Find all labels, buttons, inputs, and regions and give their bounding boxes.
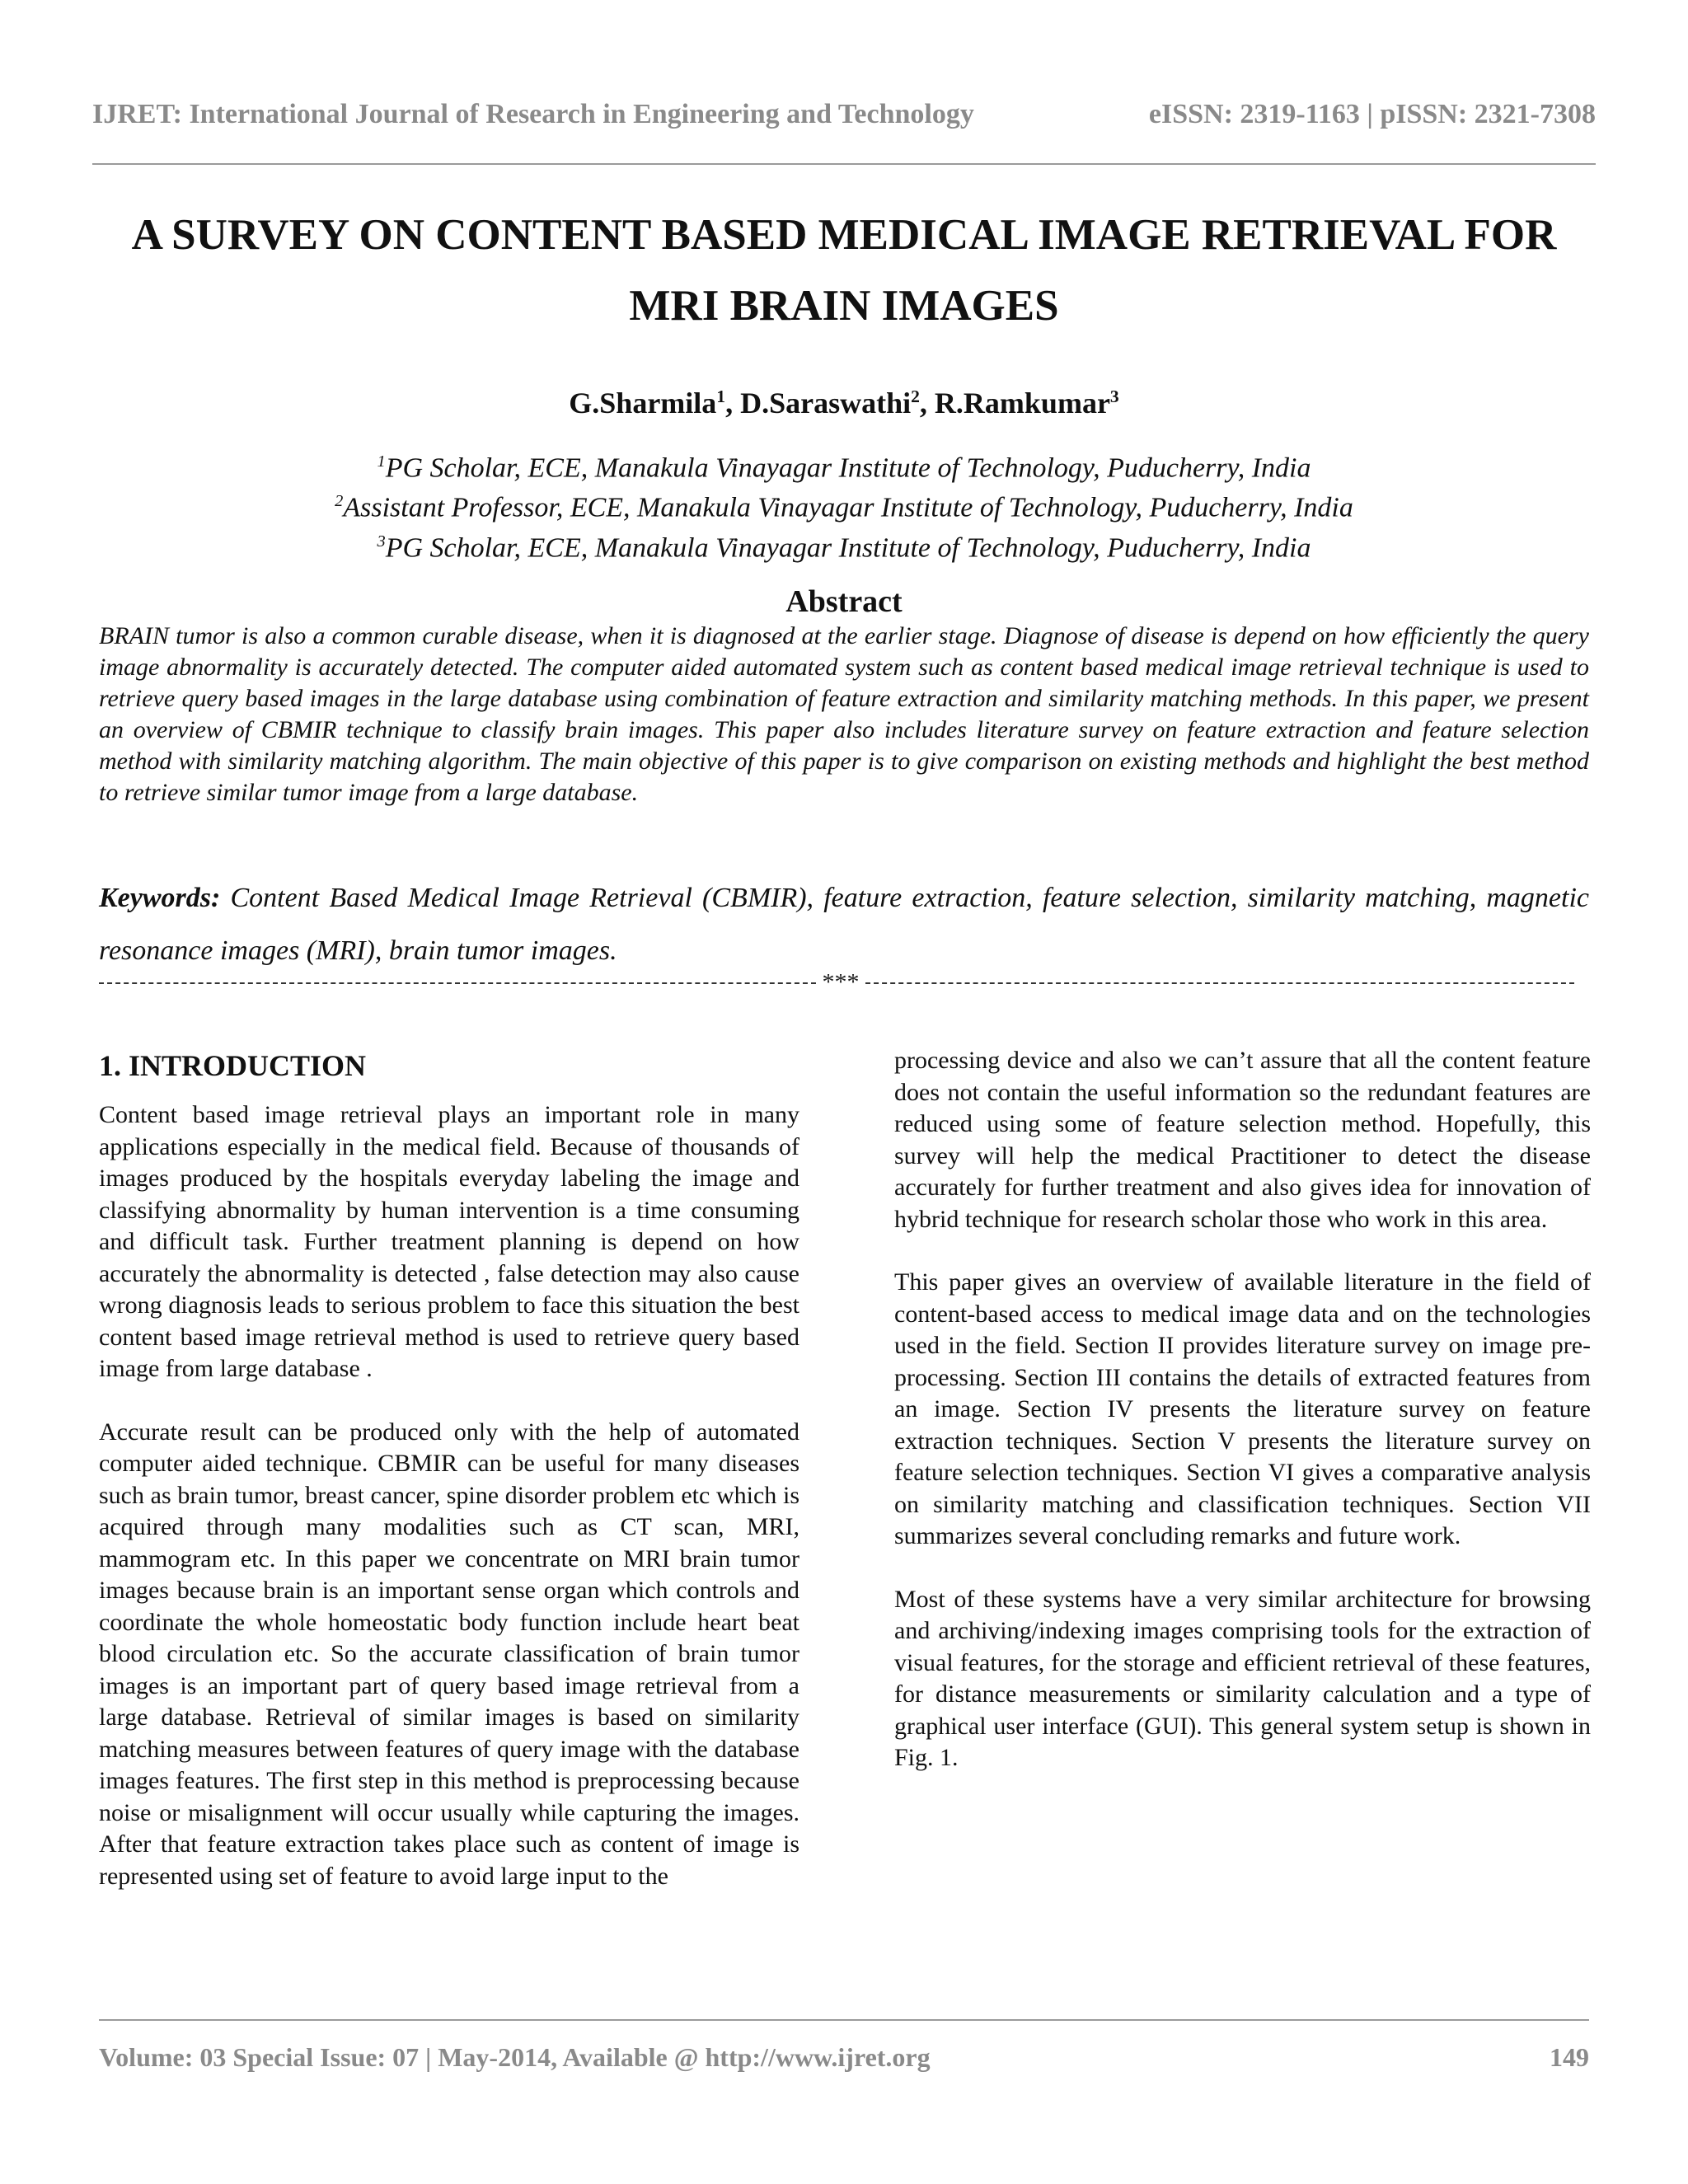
affiliation: [0, 525, 1688, 565]
keywords-label: Keywords:: [99, 883, 221, 913]
abstract-heading: Abstract: [785, 584, 903, 619]
keywords: [99, 872, 1589, 977]
volume-info: Volume: 03 Special Issue: 07 | May-2014, Available @ http://www.ijret.org: [99, 2042, 931, 2072]
title-line-2: MRI BRAIN IMAGES: [629, 282, 1059, 330]
page-number: 149: [1550, 2042, 1589, 2072]
body-paragraph: Most of these systems have a very similar architecture for browsing and archiving/indexing images comprising tools for the extraction of visual features, for the storage and efficient retrieval of these features, for distance measurements or similarity calculation and a type of graphical user interface (GUI). This general system setup is shown in Fig. 1.: [894, 1585, 1591, 1771]
running-footer: [99, 2042, 1589, 2083]
affiliation-sup: 1: [377, 452, 386, 471]
affiliation-text: PG Scholar, ECE, Manakula Vinayagar Institute of Technology, Puducherry, India: [385, 532, 1311, 563]
title-line-1: A SURVEY ON CONTENT BASED MEDICAL IMAGE RETRIEVAL FOR: [131, 211, 1557, 259]
journal-name: IJRET: International Journal of Research in Engineering and Technology: [92, 99, 974, 129]
left-column: [99, 1045, 799, 1924]
divider-dash-right: [865, 982, 1574, 984]
author-sup: 3: [1109, 387, 1119, 406]
author-sep: ,: [919, 387, 935, 419]
body-paragraph: processing device and also we can’t assure that all the content feature does not contain the useful information so the redundant features are reduced using some of feature selection method. Hopefully, this survey will help the medical Practitioner to detect the disease accurately for further treatment and also gives idea for innovation of hybrid technique for research scholar those who work in this area.: [894, 1047, 1591, 1233]
affiliation-text: Assistant Professor, ECE, Manakula Vinayagar Institute of Technology, Puducherry, India: [343, 492, 1353, 523]
keywords-text: Content Based Medical Image Retrieval (CBMIR), feature extraction, feature selection, similarity matching, magnetic resonance images (MRI), brain tumor images.: [99, 883, 1589, 966]
running-header: [92, 99, 1596, 140]
affiliation-text: PG Scholar, ECE, Manakula Vinayagar Institute of Technology, Puducherry, India: [385, 452, 1311, 484]
author-sup: 1: [716, 387, 726, 406]
affiliation-sup: 2: [335, 492, 344, 511]
body-paragraph: Accurate result can be produced only with the help of automated computer aided technique. CBMIR can be useful for many diseases such as brain tumor, breast cancer, spine disorder problem etc which is acquired through many modalities such as CT scan, MRI, mammogram etc. In this paper we concentrate on MRI brain tumor images because brain is an important sense organ which controls and coordinate the whole homeostatic body function include heart beat blood circulation etc. So the accurate classification of brain tumor images is an important part of query based image retrieval from a large database. Retrieval of similar images is based on similarity matching measures between features of query image with the database images features. The first step in this method is preprocessing because noise or misalignment will occur usually while capturing the images. After that feature extraction takes place such as content of image is represented using set of feature to avoid large input to the: [99, 1418, 799, 1890]
author-sep: ,: [725, 387, 741, 419]
affiliation-sup: 3: [377, 532, 386, 551]
section-divider: [99, 974, 1574, 991]
divider-stars: ***: [822, 974, 860, 991]
divider-dash-left: [99, 982, 816, 984]
issn-numbers: eISSN: 2319-1163 | pISSN: 2321-7308: [1148, 99, 1596, 129]
affiliation-list: [0, 445, 1688, 565]
affiliation: [0, 485, 1688, 524]
author-name: D.Saraswathi: [740, 387, 912, 419]
author-name: R.Ramkumar: [934, 387, 1110, 419]
affiliation: [0, 445, 1688, 485]
right-column: [894, 1045, 1591, 1806]
abstract-text: BRAIN tumor is also a common curable disease, when it is diagnosed at the earlier stage. Diagnose of disease is depend on how efficiently the query image abnormality is accurately detected. The computer aided automated system such as content based medical image retrieval technique is used to retrieve query based images in the large database using combination of feature extraction and similarity matching methods. In this paper, we present an overview of CBMIR technique to classify brain images. This paper also includes literature survey on feature extraction and feature selection method with similarity matching algorithm. The main objective of this paper is to give comparison on existing methods and highlight the best method to retrieve similar tumor image from a large database.: [99, 622, 1589, 806]
section-heading: 1. INTRODUCTION: [99, 1049, 367, 1082]
author-sup: 2: [911, 387, 920, 406]
paper-title: [82, 199, 1606, 341]
body-paragraph: This paper gives an overview of available literature in the field of content-based access to medical image data and on the technologies used in the field. Section II provides literature survey on image pre-processing. Section III contains the details of extracted features from an image. Section IV presents the literature survey on feature extraction techniques. Section V presents the literature survey on feature selection techniques. Section VI gives a comparative analysis on similarity matching and classification techniques. Section VII summarizes several concluding remarks and future work.: [894, 1268, 1591, 1549]
author-list: [0, 386, 1688, 420]
author-name: G.Sharmila: [569, 387, 717, 419]
footer-rule: [99, 2019, 1589, 2021]
body-paragraph: Content based image retrieval plays an important role in many applications especially in the medical field. Because of thousands of images produced by the hospitals everyday labeling the image and classifying abnormality by human intervention is a time consuming and difficult task. Further treatment planning is depend on how accurately the abnormality is detected , false detection may also cause wrong diagnosis leads to serious problem to face this situation the best content based image retrieval method is used to retrieve query based image from large database .: [99, 1101, 799, 1382]
header-rule: [92, 163, 1596, 165]
